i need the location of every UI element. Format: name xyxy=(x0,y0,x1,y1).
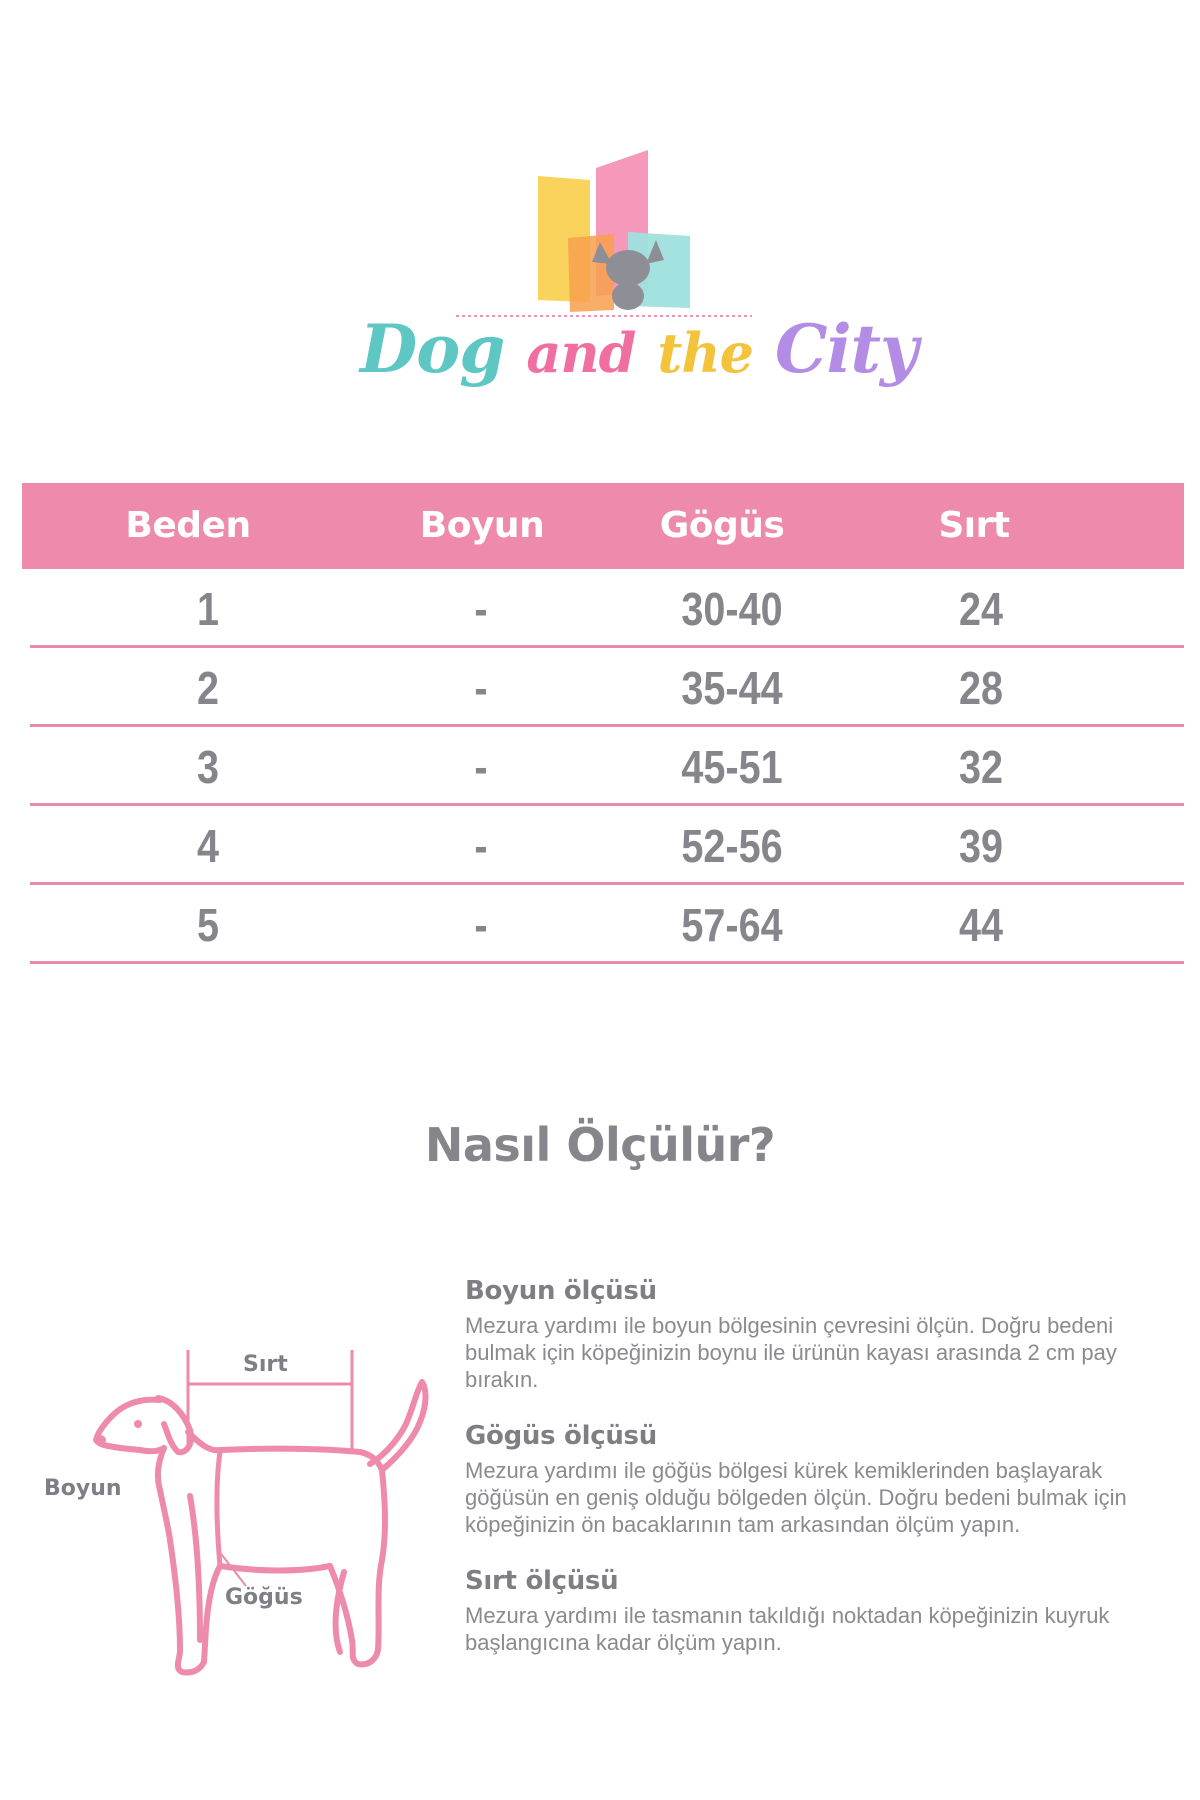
size-table xyxy=(22,483,1184,964)
measurement-instructions xyxy=(465,1276,1185,1684)
cell-beden: 3 xyxy=(196,741,220,793)
howto-title: Nasıl Ölçülür? xyxy=(424,1118,776,1172)
instruction-title: Sırt ölçüsü xyxy=(465,1566,619,1596)
cell-boyun: - xyxy=(474,741,488,793)
cell-boyun: - xyxy=(474,662,488,714)
diagram-label-boyun: Boyun xyxy=(44,1476,122,1501)
cell-gogus: 57-64 xyxy=(681,899,783,951)
cell-boyun: - xyxy=(474,899,488,951)
diagram-label-sirt: Sırt xyxy=(243,1352,288,1377)
dog-nose-icon xyxy=(94,1435,106,1445)
instruction-boyun xyxy=(465,1276,1185,1393)
logo-word-the: the xyxy=(657,321,753,385)
instruction-text: Mezura yardımı ile göğüs bölgesi kürek kemiklerinden başlayarak göğüsün en geniş olduğu bölgeden ölçün. Doğru bedeni bulmak için köpeğinizin ön bacaklarının tam arkasından ölçüm yapın. xyxy=(465,1458,1127,1537)
dog-measurement-diagram xyxy=(40,1340,440,1710)
instruction-text: Mezura yardımı ile boyun bölgesinin çevresini ölçün. Doğru bedeni bulmak için köpeğinizin boynu ile ürünün kayası arasında 2 cm pay bırakın. xyxy=(465,1313,1117,1392)
dog-outline-icon xyxy=(40,1340,440,1710)
dog-eye-icon xyxy=(134,1420,142,1428)
instruction-title: Gögüs ölçüsü xyxy=(465,1421,657,1451)
cell-boyun: - xyxy=(474,820,488,872)
cell-beden: 4 xyxy=(196,820,220,872)
table-row xyxy=(30,806,1184,885)
cell-gogus: 35-44 xyxy=(681,662,783,714)
table-row xyxy=(30,569,1184,648)
cell-boyun: - xyxy=(474,583,488,635)
logo-word-dog: Dog xyxy=(360,310,505,388)
cell-beden: 2 xyxy=(196,662,220,714)
logo-word-city: City xyxy=(774,310,918,388)
cell-beden: 5 xyxy=(196,899,220,951)
table-header xyxy=(22,483,1184,569)
instruction-title: Boyun ölçüsü xyxy=(465,1276,657,1306)
header-sirt: Sırt xyxy=(938,505,1010,546)
table-body xyxy=(22,569,1184,964)
header-beden: Beden xyxy=(125,505,251,546)
instruction-sirt xyxy=(465,1566,1185,1656)
table-row xyxy=(30,727,1184,806)
cell-sirt: 32 xyxy=(958,741,1003,793)
cell-sirt: 44 xyxy=(958,899,1003,951)
cell-sirt: 28 xyxy=(958,662,1003,714)
cell-sirt: 24 xyxy=(958,583,1003,635)
logo-word-and: and xyxy=(526,321,636,385)
cell-gogus: 30-40 xyxy=(681,583,783,635)
cell-gogus: 52-56 xyxy=(681,820,783,872)
header-boyun: Boyun xyxy=(419,505,545,546)
cell-gogus: 45-51 xyxy=(681,741,783,793)
table-row xyxy=(30,885,1184,964)
brand-logo xyxy=(360,140,918,410)
cell-sirt: 39 xyxy=(958,820,1003,872)
cell-beden: 1 xyxy=(196,583,220,635)
header-gogus: Gögüs xyxy=(659,505,785,546)
city-skyline-icon xyxy=(360,140,840,320)
logo-wordmark xyxy=(360,310,918,388)
diagram-label-gogus: Göğüs xyxy=(225,1585,303,1610)
instruction-text: Mezura yardımı ile tasmanın takıldığı noktadan köpeğinizin kuyruk başlangıcına kadar ölçüm yapın. xyxy=(465,1603,1110,1655)
instruction-gogus xyxy=(465,1421,1185,1538)
table-row xyxy=(30,648,1184,727)
